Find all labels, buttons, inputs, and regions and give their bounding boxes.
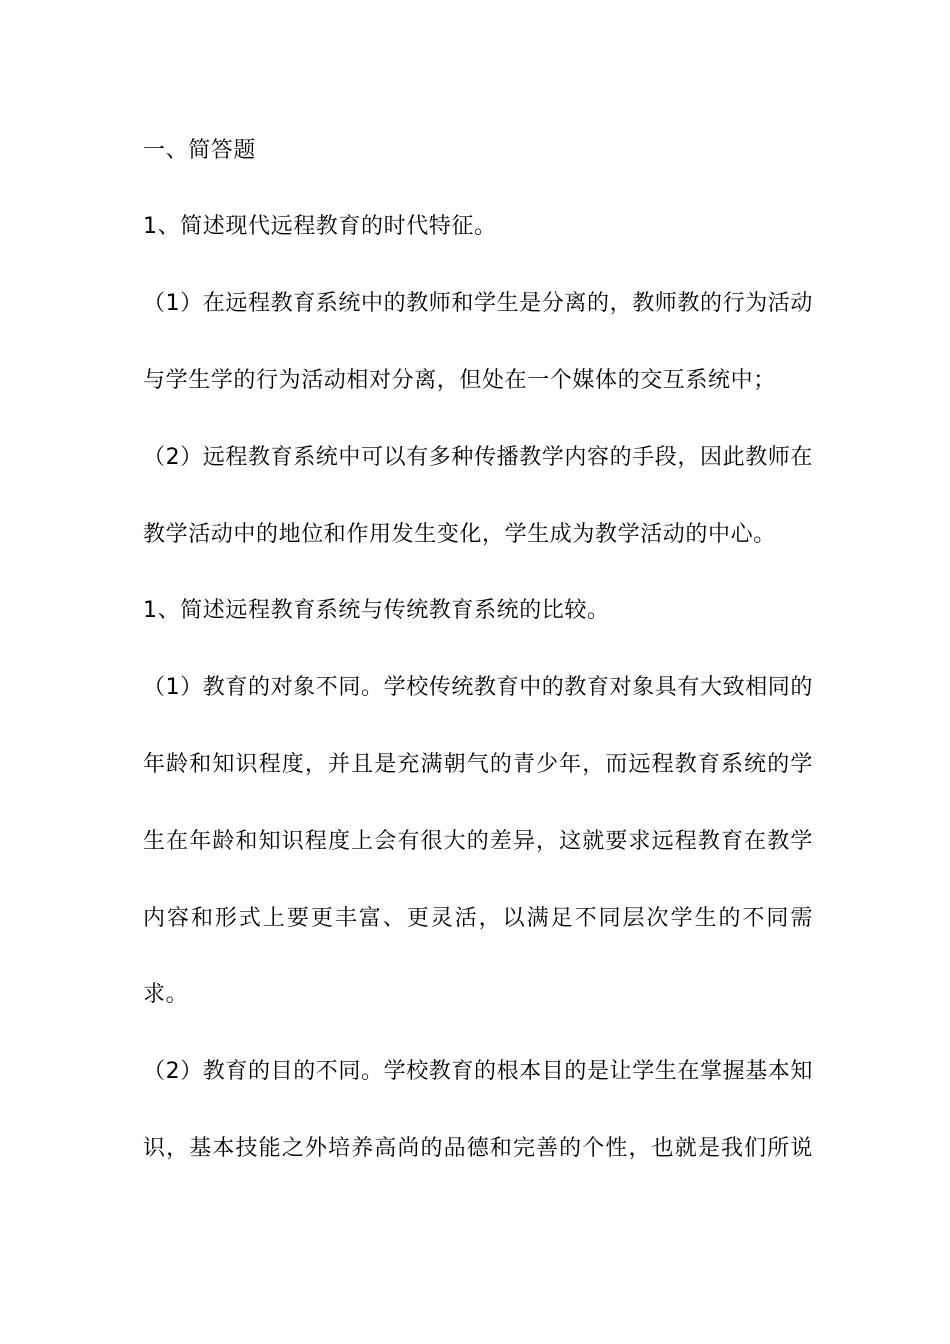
question-title: 1、简述现代远程教育的时代特征。 <box>143 214 497 239</box>
answer-line: 与学生学的行为活动相对分离，但处在一个媒体的交互系统中； <box>143 368 776 393</box>
answer-line: （2）教育的目的不同。学校教育的根本目的是让学生在掌握基本知 <box>143 1059 813 1084</box>
answer-line: 生在年龄和知识程度上会有很大的差异，这就要求远程教育在教学 <box>143 829 813 854</box>
answer-line: （1）在远程教育系统中的教师和学生是分离的，教师教的行为活动 <box>143 291 813 316</box>
section-heading: 一、简答题 <box>143 138 257 163</box>
question-title: 1、简述远程教育系统与传统教育系统的比较。 <box>143 598 610 623</box>
answer-line: （2）远程教育系统中可以有多种传播教学内容的手段，因此教师在 <box>143 445 813 470</box>
answer-line: 识，基本技能之外培养高尚的品德和完善的个性，也就是我们所说 <box>143 1136 813 1161</box>
answer-line: 年龄和知识程度，并且是充满朝气的青少年，而远程教育系统的学 <box>143 752 813 777</box>
answer-line: 求。 <box>143 982 189 1007</box>
answer-line: 内容和形式上要更丰富、更灵活，以满足不同层次学生的不同需 <box>143 906 813 931</box>
answer-line: 教学活动中的地位和作用发生变化，学生成为教学活动的中心。 <box>143 522 776 547</box>
answer-line: （1）教育的对象不同。学校传统教育中的教育对象具有大致相同的 <box>143 675 813 700</box>
